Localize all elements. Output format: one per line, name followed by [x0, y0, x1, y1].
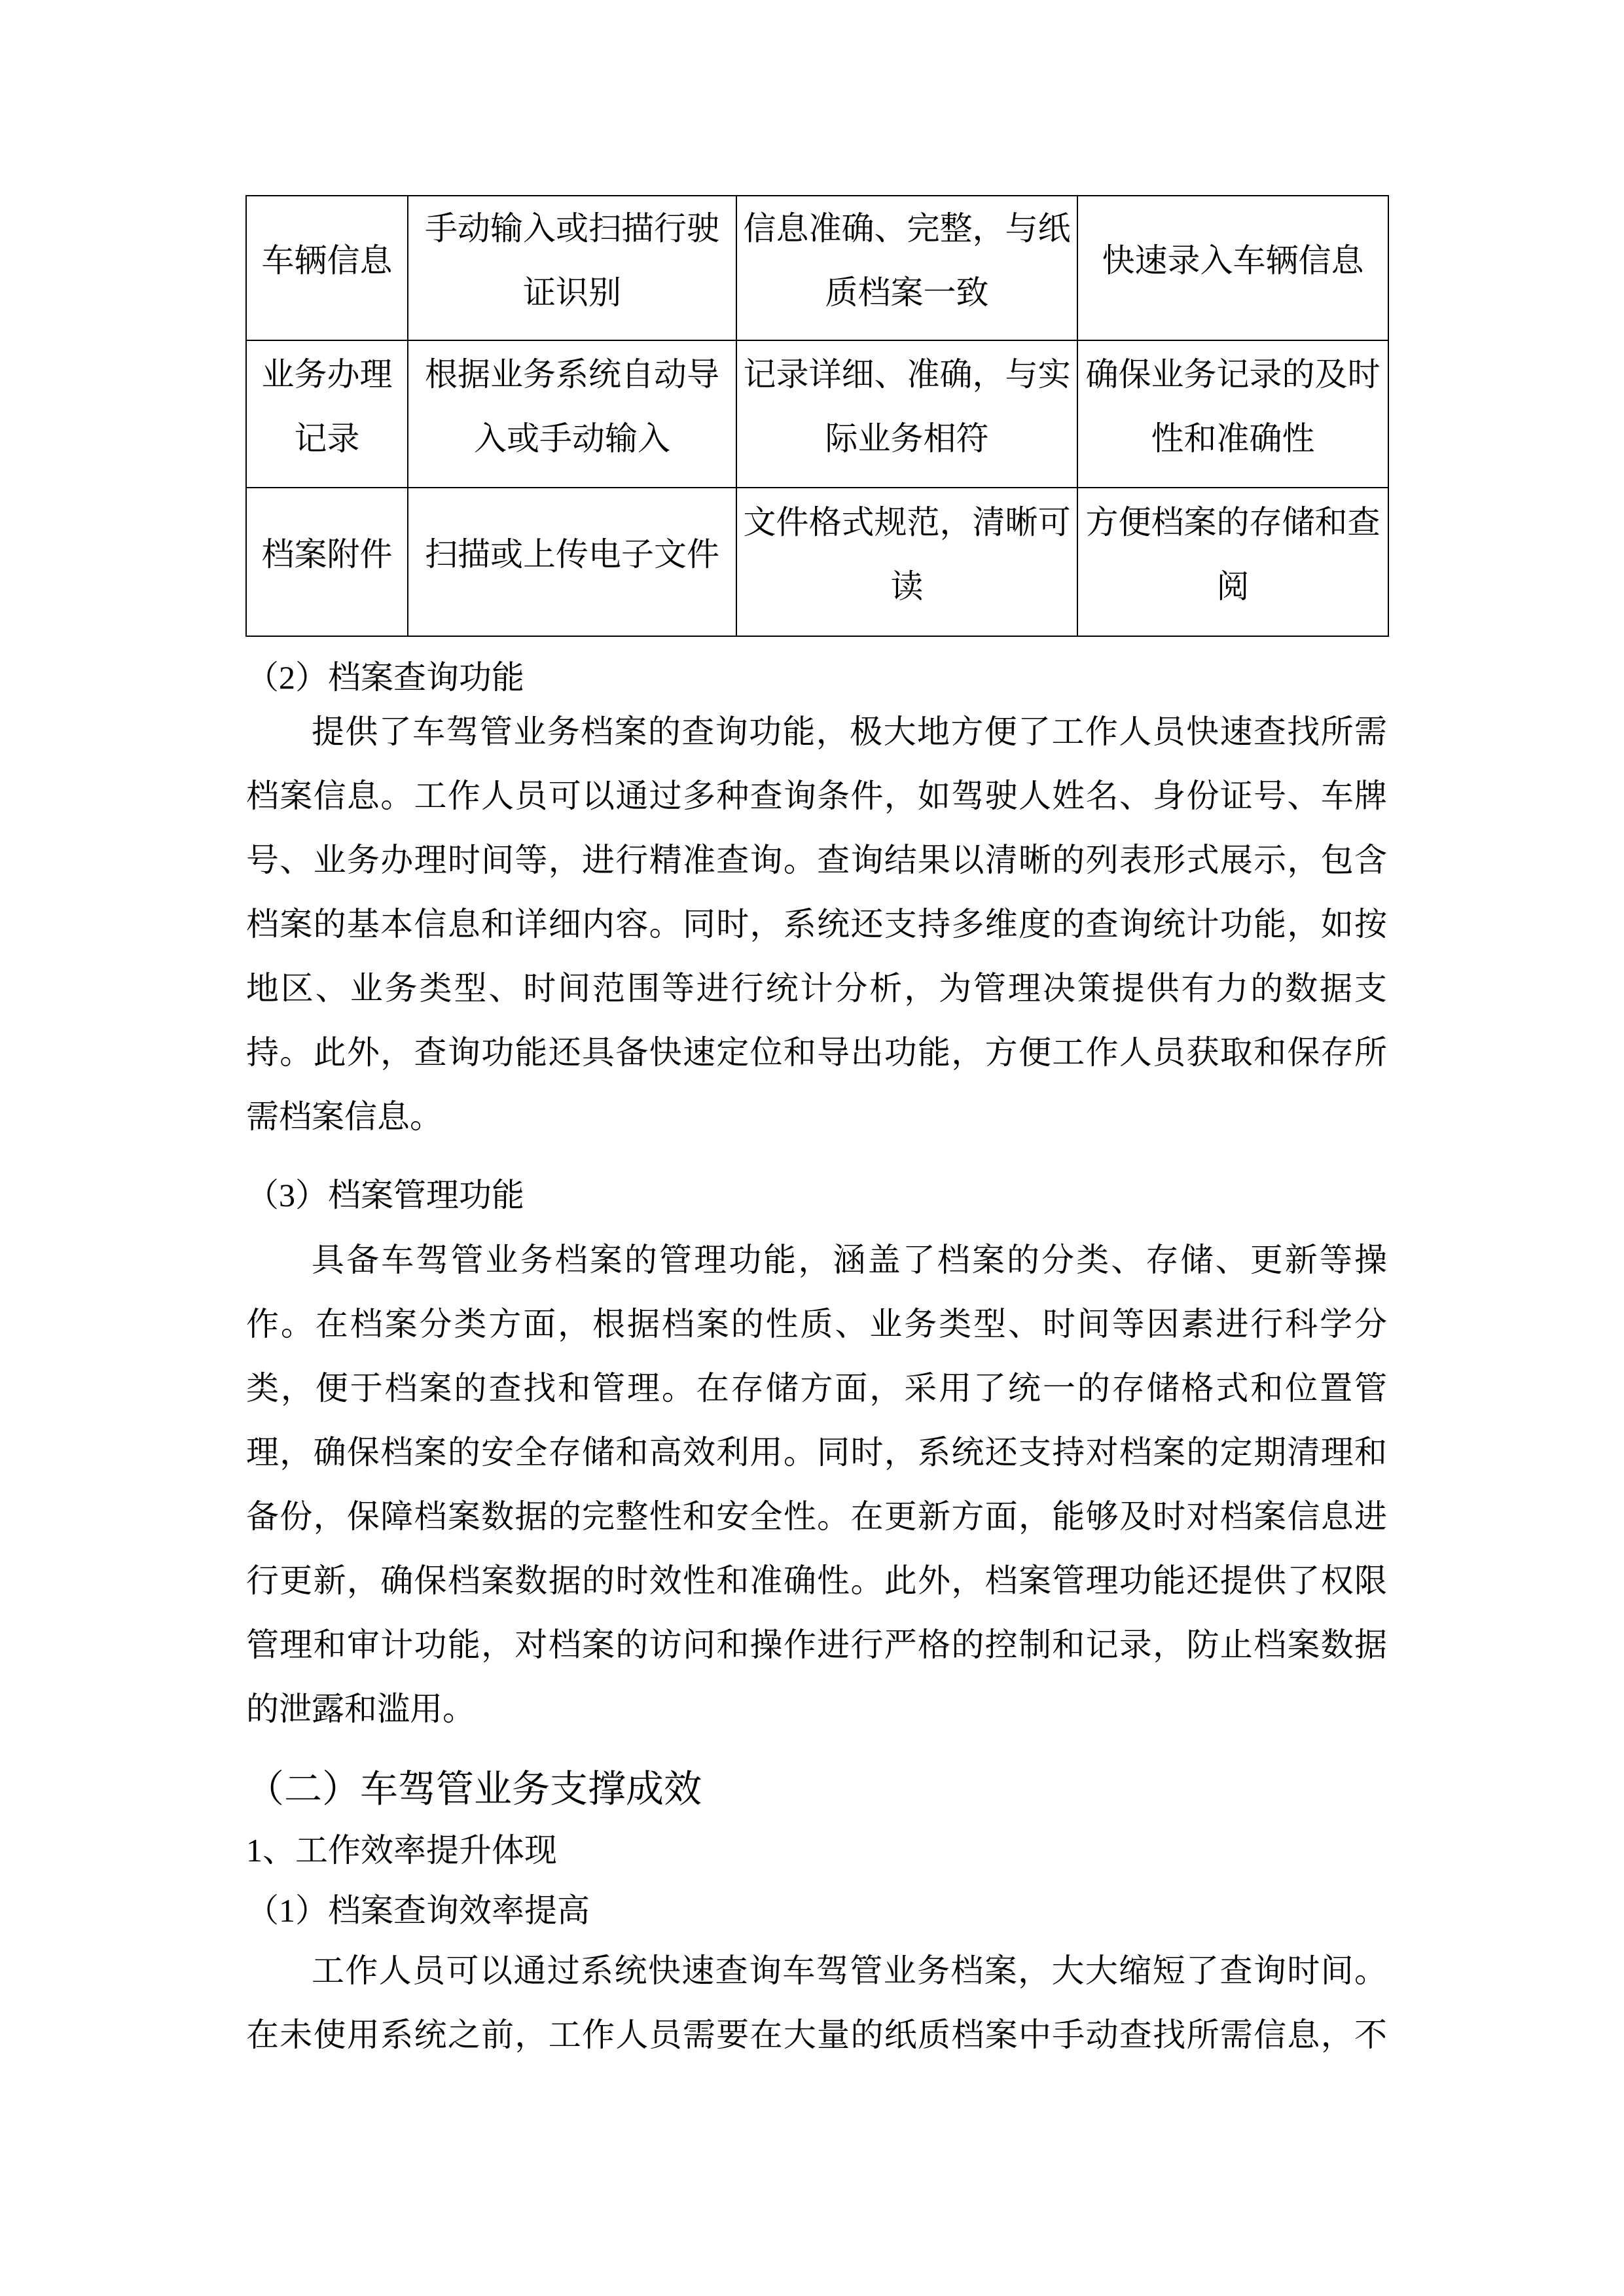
query-efficiency-paragraph: [246, 1939, 1387, 2067]
cell-line: 证识别: [523, 274, 621, 311]
heading-text: （2）档案查询功能: [246, 659, 524, 696]
archive-item-cell: [247, 341, 408, 488]
cell-line: 读: [890, 567, 924, 605]
subsection-heading: [246, 1818, 1387, 1882]
purpose-cell: [1078, 196, 1388, 341]
cell-line: 快速录入车辆信息: [1102, 242, 1364, 279]
paragraph-line: 管理和审计功能，对档案的访问和操作进行严格的控制和记录，防止档案数据: [246, 1626, 1387, 1663]
requirement-cell: [737, 196, 1078, 341]
paragraph-line: 备份，保障档案数据的完整性和安全性。在更新方面，能够及时对档案信息进: [246, 1498, 1387, 1535]
cell-line: 方便档案的存储和查: [1085, 503, 1380, 541]
archive-info-table: [245, 195, 1389, 637]
paragraph-line: 地区、业务类型、时间范围等进行统计分析，为管理决策提供有力的数据支: [246, 970, 1387, 1007]
paragraph-line: 档案的基本信息和详细内容。同时，系统还支持多维度的查询统计功能，如按: [246, 906, 1387, 942]
paragraph-line: 类，便于档案的查找和管理。在存储方面，采用了统一的存储格式和位置管: [246, 1370, 1387, 1407]
cell-line: 确保业务记录的及时: [1085, 355, 1380, 393]
paragraph-line: 号、业务办理时间等，进行精准查询。查询结果以清晰的列表形式展示，包含: [246, 842, 1387, 878]
archive-item-cell: [247, 196, 408, 341]
entry-method-cell: [408, 196, 737, 341]
cell-line: 扫描或上传电子文件: [425, 535, 719, 573]
cell-line: 档案附件: [261, 535, 393, 573]
cell-line: 入或手动输入: [474, 420, 670, 457]
query-function-paragraph: [246, 700, 1387, 1149]
purpose-cell: [1078, 488, 1388, 636]
entry-method-cell: [408, 341, 737, 488]
paragraph-line: 持。此外，查询功能还具备快速定位和导出功能，方便工作人员获取和保存所: [246, 1034, 1387, 1071]
section-heading: [246, 1757, 1387, 1821]
cell-line: 际业务相符: [825, 420, 989, 457]
requirement-cell: [737, 488, 1078, 636]
section-heading-text: （二）车驾管业务支撑成效: [246, 1768, 702, 1810]
paragraph-line: 需档案信息。: [246, 1098, 442, 1135]
paragraph-line: 档案信息。工作人员可以通过多种查询条件，如驾驶人姓名、身份证号、车牌: [246, 778, 1387, 814]
cell-line: 阅: [1216, 567, 1250, 605]
heading-text: （3）档案管理功能: [246, 1177, 524, 1213]
cell-line: 根据业务系统自动导: [425, 355, 719, 393]
item-heading: [246, 1878, 1387, 1943]
management-function-heading: [246, 1163, 1387, 1227]
cell-line: 车辆信息: [261, 242, 393, 279]
paragraph-line: 提供了车驾管业务档案的查询功能，极大地方便了工作人员快速查找所需: [312, 713, 1387, 750]
cell-line: 信息准确、完整，与纸: [743, 209, 1071, 247]
cell-line: 手动输入或扫描行驶: [425, 209, 719, 247]
paragraph-line: 具备车驾管业务档案的管理功能，涵盖了档案的分类、存储、更新等操: [312, 1242, 1387, 1278]
paragraph-line: 作。在档案分类方面，根据档案的性质、业务类型、时间等因素进行科学分: [246, 1306, 1387, 1342]
management-function-paragraph: [246, 1228, 1387, 1741]
cell-line: 质档案一致: [825, 274, 989, 311]
cell-line: 性和准确性: [1151, 420, 1315, 457]
cell-line: 记录: [294, 420, 360, 457]
entry-method-cell: [408, 488, 737, 636]
cell-line: 文件格式规范，清晰可: [743, 503, 1071, 541]
purpose-cell: [1078, 341, 1388, 488]
paragraph-line: 行更新，确保档案数据的时效性和准确性。此外，档案管理功能还提供了权限: [246, 1562, 1387, 1599]
paragraph-line: 工作人员可以通过系统快速查询车驾管业务档案，大大缩短了查询时间。: [312, 1952, 1387, 1989]
archive-item-cell: [247, 488, 408, 636]
paragraph-line: 的泄露和滥用。: [246, 1691, 475, 1727]
paragraph-line: 在未使用系统之前，工作人员需要在大量的纸质档案中手动查找所需信息，不: [246, 2017, 1387, 2053]
item-heading-text: （1）档案查询效率提高: [246, 1892, 590, 1929]
paragraph-line: 理，确保档案的安全存储和高效利用。同时，系统还支持对档案的定期清理和: [246, 1434, 1387, 1471]
cell-line: 记录详细、准确，与实: [743, 355, 1071, 393]
subsection-heading-text: 1、工作效率提升体现: [246, 1832, 557, 1869]
cell-line: 业务办理: [261, 355, 393, 393]
requirement-cell: [737, 341, 1078, 488]
